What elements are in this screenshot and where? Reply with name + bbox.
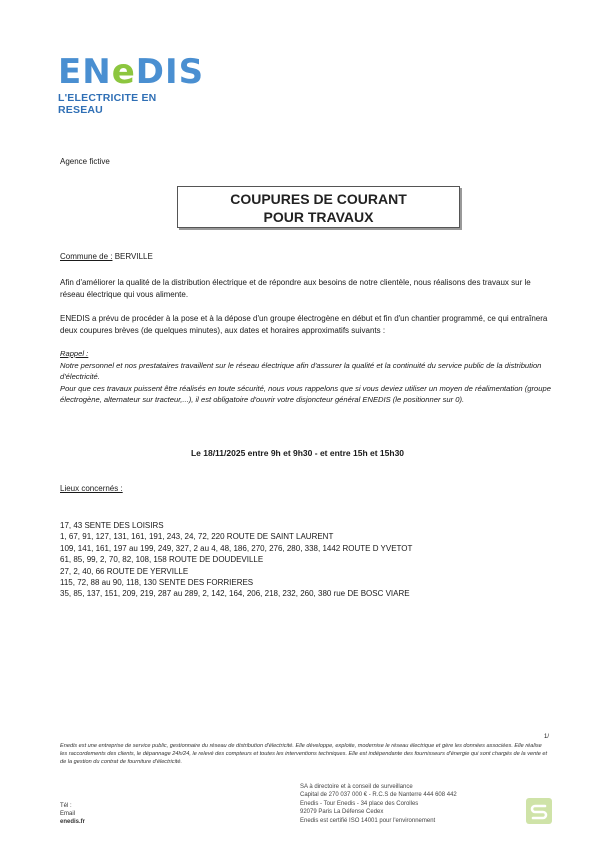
intro-paragraph: Afin d'améliorer la qualité de la distribution électrique et de répondre aux besoins de notre clientèle, nous réalisons des travaux sur le réseau électrique qui vous alimente. — [60, 278, 531, 299]
footer-line: Enedis est certifié ISO 14001 pour l'environnement — [300, 817, 436, 824]
list-item: 35, 85, 137, 151, 209, 219, 287 au 289, 2, 142, 164, 206, 218, 232, 260, 380 rue DE BOSC VIARE — [60, 589, 410, 599]
commune-line — [60, 252, 153, 261]
rappel-line-1: Notre personnel et nos prestataires travaillent sur le réseau électrique afin d'assurer la qualité et la continuité du service public de la distribution d'électricité. — [60, 360, 542, 381]
rappel-block — [60, 348, 555, 406]
list-item: 1, 67, 91, 127, 131, 161, 191, 243, 24, 72, 220 ROUTE DE SAINT LAURENT — [60, 532, 334, 542]
rappel-line-2: Pour que ces travaux puissent être réalisés en toute sécurité, nous vous rappelons que si vous deviez utiliser un moyen de réalimentation (groupe électrogène, alternateur sur tracteur,...), il est obligatoire d'ouvrir votre disjoncteur général ENEDIS (le positionner sur 0). — [60, 383, 551, 404]
generator-paragraph: ENEDIS a prévu de procéder à la pose et à la dépose d'un groupe électrogène en début et fin d'un chantier programmé, ce qui entraînera deux coupures brèves (de quelques minutes), aux dates et horaires approximatifs suivants : — [60, 314, 548, 335]
footer-line: SA à directoire et à conseil de surveillance — [300, 784, 413, 790]
footer-tel: Tél : — [60, 803, 72, 809]
document-title-box — [177, 186, 460, 228]
legal-footnote: Enedis est une entreprise de service public, gestionnaire du réseau de distribution d'électricité. Elle développe, exploite, modernise le réseau électrique et gère les données associées. Elle réalise les raccordements des clients, le dépannage 24h/24, le relevé des compteurs et toutes les interventions techniques. Elle est indépendante des fournisseurs d'énergie qui sont chargés de la vente et de la gestion du contrat de fourniture d'électricité. — [60, 743, 548, 765]
lieux-list — [60, 520, 560, 600]
logo-wordmark: ENeDIS — [58, 52, 205, 92]
footer-line: 92079 Paris La Défense Cedex — [300, 809, 384, 816]
footer-company-info — [300, 783, 457, 825]
page-number: 1/ — [543, 734, 549, 740]
enedis-e-icon — [526, 798, 552, 824]
outage-date-line: Le 18/11/2025 entre 9h et 9h30 - et entre 15h et 15h30 — [190, 448, 405, 458]
list-item: 109, 141, 161, 197 au 199, 249, 327, 2 au 4, 48, 186, 270, 276, 280, 338, 1442 ROUTE D YVETOT — [60, 543, 413, 553]
rappel-title: Rappel : — [60, 349, 89, 358]
footer-site-link[interactable]: enedis.fr — [60, 819, 86, 825]
commune-label: Commune de : — [60, 252, 113, 261]
list-item: 115, 72, 88 au 90, 118, 130 SENTE DES FORRIERES — [60, 578, 254, 588]
footer-line: Capital de 270 037 000 € - R.C.S de Nanterre 444 608 442 — [300, 792, 457, 799]
list-item: 17, 43 SENTE DES LOISIRS — [60, 521, 164, 530]
footer-contact — [60, 802, 85, 826]
title-line-1: COUPURES DE COURANT — [230, 191, 407, 207]
list-item: 61, 85, 99, 2, 70, 82, 108, 158 ROUTE DE DOUDEVILLE — [60, 555, 264, 565]
lieux-title: Lieux concernés : — [60, 484, 123, 493]
list-item: 27, 2, 40, 66 ROUTE DE YERVILLE — [60, 566, 189, 576]
enedis-logo — [58, 52, 205, 116]
agence-name: Agence fictive — [60, 157, 110, 166]
commune-name: BERVILLE — [114, 252, 153, 261]
logo-tagline: L'ELECTRICITE EN RESEAU — [58, 92, 157, 116]
footer-email: Email — [60, 811, 76, 817]
title-line-2: POUR TRAVAUX — [263, 209, 374, 225]
footer-line: Enedis - Tour Enedis - 34 place des Corolles — [300, 800, 419, 807]
